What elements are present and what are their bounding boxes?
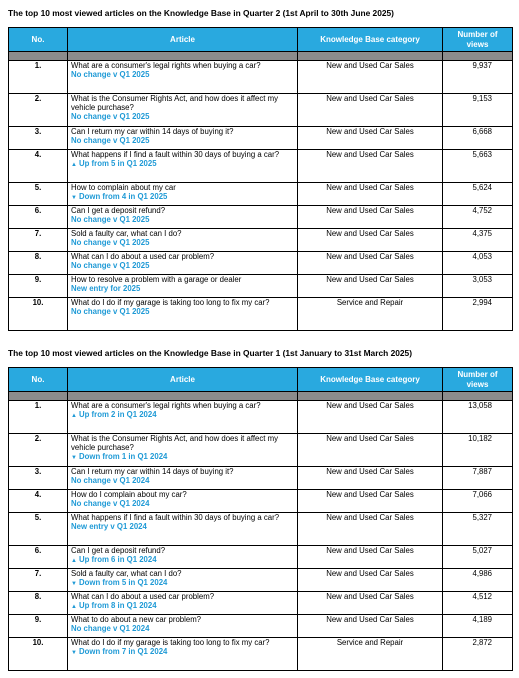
q1-section-title: The top 10 most viewed articles on the Knowledge Base in Quarter 1 (1st January to 31st March 2025) <box>8 348 412 358</box>
row-number: 6. <box>9 546 68 569</box>
article-cell <box>68 592 298 615</box>
table-row <box>9 275 513 298</box>
article-cell <box>68 127 298 150</box>
views-cell: 6,668 <box>443 127 513 150</box>
category-cell: New and Used Car Sales <box>298 467 443 490</box>
category-cell: New and Used Car Sales <box>298 206 443 229</box>
rank-change-text: No change v Q1 2025 <box>71 112 150 122</box>
table-row <box>9 467 513 490</box>
table-row <box>9 592 513 615</box>
article-title: How to complain about my car <box>71 183 176 192</box>
rank-change <box>71 410 294 421</box>
category-cell: New and Used Car Sales <box>298 434 443 467</box>
article-cell <box>68 401 298 434</box>
table-row <box>9 546 513 569</box>
article-cell <box>68 61 298 94</box>
views-cell: 4,189 <box>443 615 513 638</box>
q1-table-body <box>9 401 513 671</box>
views-cell: 5,327 <box>443 513 513 546</box>
article-cell <box>68 490 298 513</box>
rank-change-text: Up from 6 in Q1 2024 <box>79 555 157 565</box>
category-cell: New and Used Car Sales <box>298 546 443 569</box>
article-title: What is the Consumer Rights Act, and how does it affect my vehicle purchase? <box>71 434 279 453</box>
table-row <box>9 127 513 150</box>
rank-change-text: New entry v Q1 2024 <box>71 522 147 532</box>
rank-change-text: No change v Q1 2024 <box>71 476 150 486</box>
header-article: Article <box>68 28 298 52</box>
header-views: Number of views <box>443 28 513 52</box>
rank-change-text: Up from 5 in Q1 2025 <box>79 159 157 169</box>
category-cell: New and Used Car Sales <box>298 61 443 94</box>
views-cell: 9,937 <box>443 61 513 94</box>
row-number: 10. <box>9 638 68 671</box>
table-row <box>9 61 513 94</box>
category-cell: New and Used Car Sales <box>298 252 443 275</box>
rank-change-text: Up from 8 in Q1 2024 <box>79 601 157 611</box>
views-cell: 4,512 <box>443 592 513 615</box>
rank-change <box>71 307 294 316</box>
views-cell: 4,752 <box>443 206 513 229</box>
rank-change-text: No change v Q1 2024 <box>71 624 150 634</box>
table-row <box>9 183 513 206</box>
rank-change <box>71 261 294 270</box>
rank-change <box>71 578 294 589</box>
rank-change <box>71 624 294 633</box>
article-title: What can I do about a used car problem? <box>71 252 215 261</box>
rank-change <box>71 647 294 658</box>
views-cell: 10,182 <box>443 434 513 467</box>
category-cell: New and Used Car Sales <box>298 513 443 546</box>
table-row <box>9 401 513 434</box>
row-number: 6. <box>9 206 68 229</box>
table-row <box>9 252 513 275</box>
article-title: Sold a faulty car, what can I do? <box>71 229 182 238</box>
row-number: 1. <box>9 61 68 94</box>
header-views: Number of views <box>443 368 513 392</box>
up-arrow-icon: ▲ <box>71 413 77 420</box>
article-cell <box>68 467 298 490</box>
table-row <box>9 298 513 331</box>
row-number: 1. <box>9 401 68 434</box>
row-number: 9. <box>9 275 68 298</box>
table-header-row <box>9 28 513 52</box>
article-title: What is the Consumer Rights Act, and how does it affect my vehicle purchase? <box>71 94 279 113</box>
views-cell: 5,027 <box>443 546 513 569</box>
rank-change <box>71 159 294 170</box>
q2-table-body <box>9 61 513 331</box>
row-number: 2. <box>9 94 68 127</box>
rank-change <box>71 555 294 566</box>
article-title: What do I do if my garage is taking too long to fix my car? <box>71 638 270 647</box>
table-row <box>9 94 513 127</box>
article-cell <box>68 298 298 331</box>
article-title: What are a consumer's legal rights when buying a car? <box>71 401 261 410</box>
table-row <box>9 490 513 513</box>
table-row <box>9 513 513 546</box>
article-title: What happens if I find a fault within 30 days of buying a car? <box>71 150 280 159</box>
rank-change <box>71 476 294 485</box>
views-cell: 2,872 <box>443 638 513 671</box>
q1-articles-table <box>8 367 513 671</box>
down-arrow-icon: ▼ <box>71 581 77 588</box>
rank-change <box>71 284 294 293</box>
category-cell: New and Used Car Sales <box>298 592 443 615</box>
category-cell: Service and Repair <box>298 638 443 671</box>
row-number: 8. <box>9 252 68 275</box>
category-cell: New and Used Car Sales <box>298 150 443 183</box>
rank-change-text: New entry for 2025 <box>71 284 141 294</box>
views-cell: 5,663 <box>443 150 513 183</box>
article-cell <box>68 615 298 638</box>
category-cell: New and Used Car Sales <box>298 275 443 298</box>
header-no: No. <box>9 368 68 392</box>
views-cell: 7,887 <box>443 467 513 490</box>
rank-change <box>71 192 294 203</box>
views-cell: 5,624 <box>443 183 513 206</box>
rank-change-text: No change v Q1 2025 <box>71 307 150 317</box>
views-cell: 3,053 <box>443 275 513 298</box>
header-no: No. <box>9 28 68 52</box>
row-number: 2. <box>9 434 68 467</box>
article-title: Can I return my car within 14 days of buying it? <box>71 127 234 136</box>
rank-change <box>71 499 294 508</box>
article-cell <box>68 638 298 671</box>
down-arrow-icon: ▼ <box>71 455 77 462</box>
views-cell: 7,066 <box>443 490 513 513</box>
views-cell: 4,053 <box>443 252 513 275</box>
article-cell <box>68 150 298 183</box>
header-category: Knowledge Base category <box>298 28 443 52</box>
category-cell: New and Used Car Sales <box>298 401 443 434</box>
row-number: 7. <box>9 229 68 252</box>
row-number: 10. <box>9 298 68 331</box>
rank-change-text: No change v Q1 2025 <box>71 261 150 271</box>
article-cell <box>68 229 298 252</box>
row-number: 3. <box>9 467 68 490</box>
rank-change-text: No change v Q1 2025 <box>71 70 150 80</box>
views-cell: 13,058 <box>443 401 513 434</box>
article-cell <box>68 569 298 592</box>
rank-change-text: Down from 5 in Q1 2024 <box>79 578 168 588</box>
row-number: 7. <box>9 569 68 592</box>
table-row <box>9 569 513 592</box>
header-spacer-row <box>9 392 513 401</box>
category-cell: New and Used Car Sales <box>298 569 443 592</box>
article-cell <box>68 546 298 569</box>
rank-change-text: No change v Q1 2025 <box>71 238 150 248</box>
row-number: 8. <box>9 592 68 615</box>
header-category: Knowledge Base category <box>298 368 443 392</box>
views-cell: 9,153 <box>443 94 513 127</box>
views-cell: 2,994 <box>443 298 513 331</box>
article-title: What can I do about a used car problem? <box>71 592 215 601</box>
table-row <box>9 206 513 229</box>
category-cell: New and Used Car Sales <box>298 127 443 150</box>
article-title: How to resolve a problem with a garage or dealer <box>71 275 242 284</box>
rank-change <box>71 452 294 463</box>
rank-change-text: Down from 7 in Q1 2024 <box>79 647 168 657</box>
rank-change-text: Down from 1 in Q1 2024 <box>79 452 168 462</box>
rank-change-text: Down from 4 in Q1 2025 <box>79 192 168 202</box>
table-row <box>9 150 513 183</box>
header-spacer-row <box>9 52 513 61</box>
up-arrow-icon: ▲ <box>71 604 77 611</box>
rank-change-text: No change v Q1 2025 <box>71 136 150 146</box>
table-header-row <box>9 368 513 392</box>
rank-change-text: No change v Q1 2025 <box>71 215 150 225</box>
table-row <box>9 229 513 252</box>
article-cell <box>68 275 298 298</box>
article-title: What do I do if my garage is taking too long to fix my car? <box>71 298 270 307</box>
rank-change-text: No change v Q1 2024 <box>71 499 150 509</box>
category-cell: Service and Repair <box>298 298 443 331</box>
article-title: Can I return my car within 14 days of buying it? <box>71 467 234 476</box>
row-number: 5. <box>9 183 68 206</box>
article-title: How do I complain about my car? <box>71 490 187 499</box>
row-number: 9. <box>9 615 68 638</box>
category-cell: New and Used Car Sales <box>298 229 443 252</box>
rank-change <box>71 112 294 121</box>
article-cell <box>68 94 298 127</box>
rank-change <box>71 601 294 612</box>
category-cell: New and Used Car Sales <box>298 490 443 513</box>
q2-section-title: The top 10 most viewed articles on the Knowledge Base in Quarter 2 (1st April to 30th June 2025) <box>8 8 394 18</box>
down-arrow-icon: ▼ <box>71 650 77 657</box>
rank-change <box>71 522 294 531</box>
row-number: 5. <box>9 513 68 546</box>
row-number: 4. <box>9 490 68 513</box>
down-arrow-icon: ▼ <box>71 195 77 202</box>
header-article: Article <box>68 368 298 392</box>
q2-articles-table <box>8 27 513 331</box>
row-number: 4. <box>9 150 68 183</box>
up-arrow-icon: ▲ <box>71 162 77 169</box>
article-title: What to do about a new car problem? <box>71 615 202 624</box>
article-title: What happens if I find a fault within 30 days of buying a car? <box>71 513 280 522</box>
article-title: Sold a faulty car, what can I do? <box>71 569 182 578</box>
views-cell: 4,375 <box>443 229 513 252</box>
article-cell <box>68 252 298 275</box>
up-arrow-icon: ▲ <box>71 558 77 565</box>
rank-change <box>71 70 294 79</box>
table-row <box>9 434 513 467</box>
table-row <box>9 638 513 671</box>
rank-change-text: Up from 2 in Q1 2024 <box>79 410 157 420</box>
row-number: 3. <box>9 127 68 150</box>
article-cell <box>68 206 298 229</box>
article-title: What are a consumer's legal rights when buying a car? <box>71 61 261 70</box>
rank-change <box>71 136 294 145</box>
category-cell: New and Used Car Sales <box>298 183 443 206</box>
category-cell: New and Used Car Sales <box>298 615 443 638</box>
article-title: Can I get a deposit refund? <box>71 206 166 215</box>
category-cell: New and Used Car Sales <box>298 94 443 127</box>
article-cell <box>68 513 298 546</box>
article-cell <box>68 183 298 206</box>
views-cell: 4,986 <box>443 569 513 592</box>
table-row <box>9 615 513 638</box>
rank-change <box>71 238 294 247</box>
rank-change <box>71 215 294 224</box>
article-cell <box>68 434 298 467</box>
article-title: Can I get a deposit refund? <box>71 546 166 555</box>
